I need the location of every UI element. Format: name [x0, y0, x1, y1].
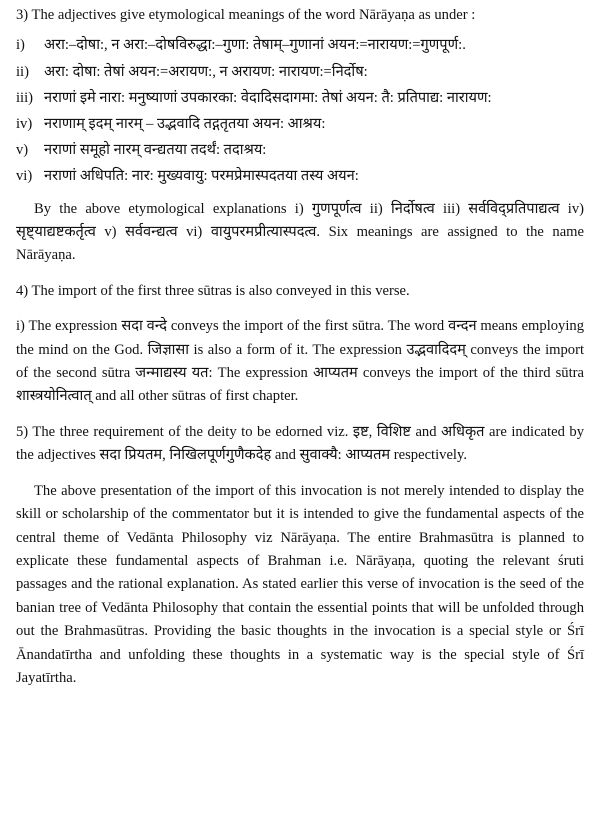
section-4-body: i) The expression सदा वन्दे conveys the import of the first sūtra. The word वन्दन means employing the mind on the God. जिज्ञासा is also a form of it. The expression उद्भवादिदम् conveys the import of the second sūtra जन्माद्यस्य यत: The expression आप्यतम conveys the import of the third sūtra शास्त्रयोनित्वात् and all other sūtras of first chapter. — [16, 318, 584, 405]
list-item-text: नराणां इमे नारा: मनुष्याणां उपकारका: वेदादिसदागमा: तेषां अयन: तै: प्रतिपाद्य: नारायण: — [44, 89, 492, 106]
list-item-number: v) — [16, 142, 29, 159]
list-item — [16, 163, 584, 189]
list-item — [16, 137, 584, 163]
section-5-body: 5) The three requirement of the deity to be edorned viz. इष्ट, विशिष्ट and अधिकृत are indicated by the adjectives सदा प्रियतम, निखिलपूर्णगुणैकदेह and सुवाक्यै: आप्यतम respectively. — [16, 423, 584, 464]
list-item-text: नराणां अधिपति: नार: मुख्यवायु: परमप्रेमास्पदतया तस्य अयन: — [44, 168, 359, 185]
list-item-text: नराणाम् इदम् नारम् – उद्भवादि तद्गतृतया अयन: आश्रय: — [44, 116, 326, 133]
list-item — [16, 59, 584, 85]
list-item-number: i) — [16, 37, 25, 54]
section-3-heading: 3) The adjectives give etymological meanings of the word Nārāyaṇa as under : — [16, 7, 476, 23]
list-item-number: vi) — [16, 168, 33, 185]
section-4-heading: 4) The import of the first three sūtras is also conveyed in this verse. — [16, 282, 410, 299]
list-item-number: iv) — [16, 116, 33, 133]
list-item-text: अरा:–दोषा:, न अरा:–दोषविरुद्धा:–गुणा: तेषाम्–गुणानां अयन:=नारायण:=गुणपूर्ण:. — [44, 37, 466, 54]
list-item-number: ii) — [16, 63, 29, 80]
list-item — [16, 32, 584, 58]
list-item — [16, 111, 584, 137]
conclusion-paragraph: The above presentation of the import of this invocation is not merely intended to display the skill or scholarship of the commentator but it is intended to give the fundamental aspects of the central theme of Vedānta Philosophy viz Nārāyaṇa. The entire Brahmasūtra is planned to explicate these fundamental aspects of Brahman i.e. Nārāyaṇa, quoting the relevant śruti passages and the rational explanation. As stated earlier this verse of invocation is the seed of the banian tree of Vedānta Philosophy that contain the essential points that will be unfolded through out the Brahmasūtras. Providing the basic thoughts in the invocation is a special style or Śrī Ānandatīrtha and unfolding these thoughts in a systematic way is the special style of Śrī Jayatīrtha. — [16, 482, 584, 686]
etymology-list — [16, 32, 584, 189]
list-item — [16, 85, 584, 111]
list-item-number: iii) — [16, 89, 34, 106]
list-item-text: अरा: दोषा: तेषां अयन:=अरायण:, न अरायण: नारायण:=निर्दोष: — [44, 63, 368, 80]
section-3-summary: By the above etymological explanations i) गुणपूर्णत्व ii) निर्दोषत्व iii) सर्वविद्प्रतिपाद्यत्व iv) सृष्ट्याद्यष्टकर्तृत्व v) सर्ववन्द्यत्व vi) वायुपरमप्रीत्यास्पदत्व. Six meanings are assigned to the name Nārāyaṇa. — [16, 200, 584, 264]
list-item-text: नराणां समूहो नारम् वन्द्यतया तदर्थं: तदाश्रय: — [44, 142, 267, 159]
